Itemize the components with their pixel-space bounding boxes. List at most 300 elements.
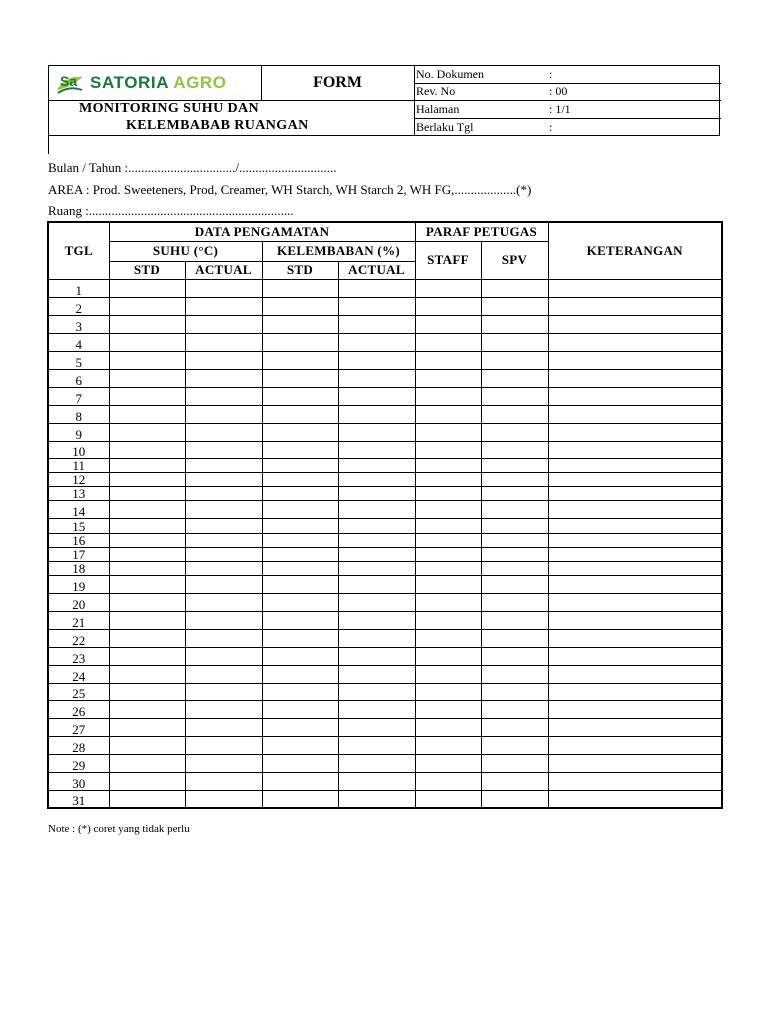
suhu-actual-header: ACTUAL: [185, 261, 262, 279]
table-row: [48, 369, 722, 387]
suhu-std-cell[interactable]: [109, 405, 185, 423]
suhu-std-cell[interactable]: [109, 518, 185, 533]
kelembaban-std-cell[interactable]: [262, 369, 338, 387]
suhu-std-header: STD: [109, 261, 185, 279]
day-number: 7: [48, 387, 109, 405]
kelembaban-std-cell[interactable]: [262, 315, 338, 333]
svg-text:Sa: Sa: [60, 73, 78, 89]
staff-paraf-cell[interactable]: [415, 700, 481, 718]
suhu-actual-cell[interactable]: [185, 486, 262, 500]
suhu-actual-cell[interactable]: [185, 575, 262, 593]
kelembaban-actual-cell[interactable]: [338, 297, 415, 315]
kelembaban-std-cell[interactable]: [262, 279, 338, 297]
keterangan-cell[interactable]: [548, 575, 722, 593]
kelembaban-std-cell[interactable]: [262, 547, 338, 561]
kelembaban-actual-cell[interactable]: [338, 611, 415, 629]
suhu-std-cell[interactable]: [109, 441, 185, 458]
table-row: [48, 297, 722, 315]
spv-paraf-cell[interactable]: [481, 790, 548, 808]
spv-paraf-cell[interactable]: [481, 472, 548, 486]
day-number: 12: [48, 472, 109, 486]
spv-paraf-cell[interactable]: [481, 593, 548, 611]
keterangan-cell[interactable]: [548, 561, 722, 575]
tgl-header: TGL: [48, 222, 109, 279]
kelembaban-actual-cell[interactable]: [338, 315, 415, 333]
kelembaban-std-cell[interactable]: [262, 754, 338, 772]
spv-paraf-cell[interactable]: [481, 754, 548, 772]
staff-paraf-cell[interactable]: [415, 718, 481, 736]
kelembaban-actual-cell[interactable]: [338, 772, 415, 790]
staff-paraf-cell[interactable]: [415, 575, 481, 593]
meta-rev-no: Rev. No : 00: [416, 84, 568, 98]
day-number: 2: [48, 297, 109, 315]
suhu-std-cell[interactable]: [109, 315, 185, 333]
keterangan-cell[interactable]: [548, 700, 722, 718]
keterangan-cell[interactable]: [548, 611, 722, 629]
kelembaban-actual-cell[interactable]: [338, 472, 415, 486]
keterangan-cell[interactable]: [548, 423, 722, 441]
staff-paraf-cell[interactable]: [415, 736, 481, 754]
day-number: 19: [48, 575, 109, 593]
staff-paraf-cell[interactable]: [415, 369, 481, 387]
area-field[interactable]: AREA : Prod. Sweeteners, Prod, Creamer, WH Starch, WH Starch 2, WH FG,...................(*): [48, 182, 532, 197]
suhu-std-cell[interactable]: [109, 665, 185, 683]
table-row: [48, 629, 722, 647]
keterangan-cell[interactable]: [548, 441, 722, 458]
spv-paraf-cell[interactable]: [481, 500, 548, 518]
table-row: [48, 561, 722, 575]
day-number: 18: [48, 561, 109, 575]
bulan-tahun-field[interactable]: Bulan / Tahun :................................./..............................: [48, 160, 337, 175]
suhu-std-cell[interactable]: [109, 718, 185, 736]
staff-paraf-cell[interactable]: [415, 351, 481, 369]
spv-paraf-cell[interactable]: [481, 369, 548, 387]
suhu-std-cell[interactable]: [109, 754, 185, 772]
suhu-std-cell[interactable]: [109, 423, 185, 441]
spv-paraf-cell[interactable]: [481, 333, 548, 351]
suhu-std-cell[interactable]: [109, 561, 185, 575]
form-label: FORM: [313, 74, 362, 91]
table-row: [48, 533, 722, 547]
kelembaban-std-cell[interactable]: [262, 472, 338, 486]
table-row: [48, 665, 722, 683]
suhu-std-cell[interactable]: [109, 593, 185, 611]
meta-halaman: Halaman : 1/1: [416, 102, 571, 116]
paraf-petugas-header: PARAF PETUGAS: [415, 222, 548, 241]
keterangan-cell[interactable]: [548, 472, 722, 486]
suhu-std-cell[interactable]: [109, 736, 185, 754]
spv-paraf-cell[interactable]: [481, 547, 548, 561]
day-number: 25: [48, 683, 109, 700]
day-number: 20: [48, 593, 109, 611]
spv-paraf-cell[interactable]: [481, 405, 548, 423]
kelembaban-std-cell[interactable]: [262, 423, 338, 441]
kelembaban-std-cell[interactable]: [262, 593, 338, 611]
keterangan-cell[interactable]: [548, 458, 722, 472]
keterangan-cell[interactable]: [548, 718, 722, 736]
day-number: 13: [48, 486, 109, 500]
table-row: [48, 772, 722, 790]
staff-paraf-cell[interactable]: [415, 665, 481, 683]
staff-paraf-cell[interactable]: [415, 423, 481, 441]
suhu-actual-cell[interactable]: [185, 441, 262, 458]
kelembaban-actual-cell[interactable]: [338, 647, 415, 665]
table-row: [48, 351, 722, 369]
suhu-std-cell[interactable]: [109, 575, 185, 593]
kelembaban-std-cell[interactable]: [262, 387, 338, 405]
day-number: 28: [48, 736, 109, 754]
suhu-actual-cell[interactable]: [185, 665, 262, 683]
kelembaban-actual-cell[interactable]: [338, 547, 415, 561]
table-row: [48, 333, 722, 351]
suhu-std-cell[interactable]: [109, 279, 185, 297]
kelembaban-std-cell[interactable]: [262, 518, 338, 533]
staff-paraf-cell[interactable]: [415, 611, 481, 629]
spv-paraf-cell[interactable]: [481, 629, 548, 647]
keterangan-cell[interactable]: [548, 772, 722, 790]
kelembaban-actual-cell[interactable]: [338, 441, 415, 458]
kelembaban-actual-cell[interactable]: [338, 369, 415, 387]
spv-paraf-cell[interactable]: [481, 441, 548, 458]
kelembaban-std-cell[interactable]: [262, 700, 338, 718]
suhu-actual-cell[interactable]: [185, 333, 262, 351]
staff-paraf-cell[interactable]: [415, 593, 481, 611]
day-number: 11: [48, 458, 109, 472]
staff-paraf-cell[interactable]: [415, 315, 481, 333]
staff-paraf-cell[interactable]: [415, 754, 481, 772]
spv-header: SPV: [481, 241, 548, 279]
logo-word-satoria: SATORIA: [90, 73, 169, 92]
kelembaban-actual-cell[interactable]: [338, 423, 415, 441]
suhu-actual-cell[interactable]: [185, 369, 262, 387]
keterangan-cell[interactable]: [548, 500, 722, 518]
keterangan-cell[interactable]: [548, 369, 722, 387]
suhu-std-cell[interactable]: [109, 472, 185, 486]
kelembaban-actual-cell[interactable]: [338, 351, 415, 369]
staff-paraf-cell[interactable]: [415, 458, 481, 472]
table-row: [48, 575, 722, 593]
spv-paraf-cell[interactable]: [481, 315, 548, 333]
spv-paraf-cell[interactable]: [481, 458, 548, 472]
logo-word-agro: AGRO: [173, 73, 227, 92]
document-header: [48, 65, 720, 136]
day-number: 1: [48, 279, 109, 297]
suhu-std-cell[interactable]: [109, 700, 185, 718]
meta-berlaku-tgl: Berlaku Tgl :: [416, 120, 553, 134]
day-number: 31: [48, 790, 109, 808]
staff-paraf-cell[interactable]: [415, 472, 481, 486]
ruang-field[interactable]: Ruang :...............................................................: [48, 203, 294, 218]
keterangan-cell[interactable]: [548, 351, 722, 369]
title-line-2: KELEMBABAB RUANGAN: [126, 118, 309, 133]
suhu-std-cell[interactable]: [109, 333, 185, 351]
kelembaban-std-cell[interactable]: [262, 718, 338, 736]
day-number: 29: [48, 754, 109, 772]
kelembaban-std-cell[interactable]: [262, 405, 338, 423]
suhu-actual-cell[interactable]: [185, 683, 262, 700]
kelembaban-actual-cell[interactable]: [338, 629, 415, 647]
day-number: 10: [48, 441, 109, 458]
kelembaban-std-cell[interactable]: [262, 647, 338, 665]
kelembaban-std-cell[interactable]: [262, 297, 338, 315]
spv-paraf-cell[interactable]: [481, 279, 548, 297]
suhu-std-cell[interactable]: [109, 772, 185, 790]
suhu-std-cell[interactable]: [109, 351, 185, 369]
suhu-actual-cell[interactable]: [185, 700, 262, 718]
table-row: [48, 458, 722, 472]
keterangan-cell[interactable]: [548, 279, 722, 297]
staff-paraf-cell[interactable]: [415, 561, 481, 575]
kelembaban-std-cell[interactable]: [262, 500, 338, 518]
kelembaban-actual-cell[interactable]: [338, 561, 415, 575]
kelembaban-std-cell[interactable]: [262, 683, 338, 700]
day-number: 27: [48, 718, 109, 736]
kelembaban-actual-cell[interactable]: [338, 754, 415, 772]
staff-paraf-cell[interactable]: [415, 405, 481, 423]
suhu-actual-cell[interactable]: [185, 405, 262, 423]
suhu-actual-cell[interactable]: [185, 718, 262, 736]
suhu-actual-cell[interactable]: [185, 279, 262, 297]
staff-paraf-cell[interactable]: [415, 547, 481, 561]
kelembaban-actual-cell[interactable]: [338, 458, 415, 472]
suhu-actual-cell[interactable]: [185, 611, 262, 629]
spv-paraf-cell[interactable]: [481, 683, 548, 700]
spv-paraf-cell[interactable]: [481, 611, 548, 629]
kelembaban-actual-cell[interactable]: [338, 790, 415, 808]
suhu-actual-cell[interactable]: [185, 647, 262, 665]
day-number: 6: [48, 369, 109, 387]
kelembaban-actual-cell[interactable]: [338, 665, 415, 683]
suhu-std-cell[interactable]: [109, 547, 185, 561]
day-number: 23: [48, 647, 109, 665]
kelembaban-actual-cell[interactable]: [338, 736, 415, 754]
spv-paraf-cell[interactable]: [481, 351, 548, 369]
table-row: [48, 718, 722, 736]
keterangan-cell[interactable]: [548, 593, 722, 611]
kelembaban-std-cell[interactable]: [262, 351, 338, 369]
staff-paraf-cell[interactable]: [415, 279, 481, 297]
keterangan-cell[interactable]: [548, 518, 722, 533]
kelembaban-std-cell[interactable]: [262, 486, 338, 500]
keterangan-cell[interactable]: [548, 387, 722, 405]
kelembaban-std-cell[interactable]: [262, 575, 338, 593]
kelembaban-actual-cell[interactable]: [338, 533, 415, 547]
table-row: [48, 518, 722, 533]
leaf-logo-icon: [55, 69, 85, 97]
spv-paraf-cell[interactable]: [481, 486, 548, 500]
kelembaban-std-cell[interactable]: [262, 561, 338, 575]
monitoring-table: [47, 221, 723, 809]
kelembaban-actual-cell[interactable]: [338, 405, 415, 423]
suhu-actual-cell[interactable]: [185, 736, 262, 754]
day-number: 17: [48, 547, 109, 561]
suhu-std-cell[interactable]: [109, 387, 185, 405]
table-row: [48, 472, 722, 486]
spv-paraf-cell[interactable]: [481, 533, 548, 547]
keterangan-cell[interactable]: [548, 405, 722, 423]
keterangan-cell[interactable]: [548, 683, 722, 700]
kelembaban-std-cell[interactable]: [262, 441, 338, 458]
spv-paraf-cell[interactable]: [481, 772, 548, 790]
keterangan-cell[interactable]: [548, 647, 722, 665]
keterangan-cell[interactable]: [548, 665, 722, 683]
suhu-std-cell[interactable]: [109, 683, 185, 700]
suhu-actual-cell[interactable]: [185, 772, 262, 790]
staff-paraf-cell[interactable]: [415, 333, 481, 351]
kelembaban-actual-cell[interactable]: [338, 486, 415, 500]
table-row: [48, 790, 722, 808]
kelembaban-actual-cell[interactable]: [338, 333, 415, 351]
suhu-std-cell[interactable]: [109, 500, 185, 518]
staff-paraf-cell[interactable]: [415, 297, 481, 315]
staff-paraf-cell[interactable]: [415, 387, 481, 405]
table-row: [48, 700, 722, 718]
data-pengamatan-header: DATA PENGAMATAN: [109, 222, 415, 241]
keterangan-cell[interactable]: [548, 754, 722, 772]
day-number: 30: [48, 772, 109, 790]
keterangan-cell[interactable]: [548, 790, 722, 808]
suhu-actual-cell[interactable]: [185, 315, 262, 333]
suhu-std-cell[interactable]: [109, 297, 185, 315]
keterangan-cell[interactable]: [548, 547, 722, 561]
staff-header: STAFF: [415, 241, 481, 279]
suhu-actual-cell[interactable]: [185, 297, 262, 315]
day-number: 15: [48, 518, 109, 533]
kelembaban-actual-cell[interactable]: [338, 387, 415, 405]
spv-paraf-cell[interactable]: [481, 387, 548, 405]
suhu-std-cell[interactable]: [109, 629, 185, 647]
spv-paraf-cell[interactable]: [481, 718, 548, 736]
table-row: [48, 736, 722, 754]
kelembaban-std-header: STD: [262, 261, 338, 279]
kelembaban-actual-cell[interactable]: [338, 718, 415, 736]
spv-paraf-cell[interactable]: [481, 665, 548, 683]
suhu-actual-cell[interactable]: [185, 754, 262, 772]
staff-paraf-cell[interactable]: [415, 533, 481, 547]
kelembaban-std-cell[interactable]: [262, 611, 338, 629]
kelembaban-std-cell[interactable]: [262, 790, 338, 808]
staff-paraf-cell[interactable]: [415, 486, 481, 500]
suhu-actual-cell[interactable]: [185, 423, 262, 441]
staff-paraf-cell[interactable]: [415, 500, 481, 518]
kelembaban-actual-header: ACTUAL: [338, 261, 415, 279]
table-row: [48, 486, 722, 500]
day-number: 14: [48, 500, 109, 518]
suhu-header: SUHU (°C): [109, 241, 262, 261]
suhu-actual-cell[interactable]: [185, 387, 262, 405]
spv-paraf-cell[interactable]: [481, 518, 548, 533]
suhu-actual-cell[interactable]: [185, 472, 262, 486]
kelembaban-std-cell[interactable]: [262, 665, 338, 683]
suhu-actual-cell[interactable]: [185, 561, 262, 575]
footnote: Note : (*) coret yang tidak perlu: [48, 823, 190, 835]
suhu-std-cell[interactable]: [109, 486, 185, 500]
table-row: [48, 683, 722, 700]
kelembaban-std-cell[interactable]: [262, 333, 338, 351]
day-number: 22: [48, 629, 109, 647]
kelembaban-actual-cell[interactable]: [338, 575, 415, 593]
suhu-actual-cell[interactable]: [185, 547, 262, 561]
kelembaban-std-cell[interactable]: [262, 533, 338, 547]
suhu-std-cell[interactable]: [109, 458, 185, 472]
suhu-std-cell[interactable]: [109, 611, 185, 629]
kelembaban-actual-cell[interactable]: [338, 593, 415, 611]
title-line-1: MONITORING SUHU DAN: [79, 101, 260, 116]
spv-paraf-cell[interactable]: [481, 561, 548, 575]
keterangan-header: KETERANGAN: [548, 222, 722, 279]
suhu-actual-cell[interactable]: [185, 500, 262, 518]
spv-paraf-cell[interactable]: [481, 700, 548, 718]
staff-paraf-cell[interactable]: [415, 772, 481, 790]
suhu-actual-cell[interactable]: [185, 518, 262, 533]
suhu-actual-cell[interactable]: [185, 593, 262, 611]
suhu-std-cell[interactable]: [109, 790, 185, 808]
kelembaban-std-cell[interactable]: [262, 629, 338, 647]
staff-paraf-cell[interactable]: [415, 790, 481, 808]
kelembaban-actual-cell[interactable]: [338, 518, 415, 533]
staff-paraf-cell[interactable]: [415, 518, 481, 533]
kelembaban-actual-cell[interactable]: [338, 700, 415, 718]
staff-paraf-cell[interactable]: [415, 629, 481, 647]
table-row: [48, 611, 722, 629]
day-number: 4: [48, 333, 109, 351]
spv-paraf-cell[interactable]: [481, 423, 548, 441]
staff-paraf-cell[interactable]: [415, 647, 481, 665]
day-number: 26: [48, 700, 109, 718]
keterangan-cell[interactable]: [548, 629, 722, 647]
kelembaban-actual-cell[interactable]: [338, 683, 415, 700]
suhu-actual-cell[interactable]: [185, 458, 262, 472]
kelembaban-std-cell[interactable]: [262, 458, 338, 472]
spv-paraf-cell[interactable]: [481, 647, 548, 665]
staff-paraf-cell[interactable]: [415, 683, 481, 700]
table-row: [48, 547, 722, 561]
spv-paraf-cell[interactable]: [481, 297, 548, 315]
spv-paraf-cell[interactable]: [481, 575, 548, 593]
kelembaban-std-cell[interactable]: [262, 736, 338, 754]
keterangan-cell[interactable]: [548, 297, 722, 315]
suhu-actual-cell[interactable]: [185, 533, 262, 547]
kelembaban-actual-cell[interactable]: [338, 500, 415, 518]
table-row: [48, 441, 722, 458]
suhu-actual-cell[interactable]: [185, 351, 262, 369]
suhu-actual-cell[interactable]: [185, 790, 262, 808]
kelembaban-actual-cell[interactable]: [338, 279, 415, 297]
keterangan-cell[interactable]: [548, 533, 722, 547]
table-row: [48, 423, 722, 441]
company-logo: [55, 68, 255, 98]
suhu-std-cell[interactable]: [109, 533, 185, 547]
day-number: 16: [48, 533, 109, 547]
suhu-actual-cell[interactable]: [185, 629, 262, 647]
keterangan-cell[interactable]: [548, 315, 722, 333]
day-number: 8: [48, 405, 109, 423]
keterangan-cell[interactable]: [548, 486, 722, 500]
spv-paraf-cell[interactable]: [481, 736, 548, 754]
suhu-std-cell[interactable]: [109, 369, 185, 387]
staff-paraf-cell[interactable]: [415, 441, 481, 458]
keterangan-cell[interactable]: [548, 333, 722, 351]
meta-no-dokumen: No. Dokumen :: [416, 67, 553, 81]
day-number: 24: [48, 665, 109, 683]
table-body: [48, 279, 722, 808]
day-number: 21: [48, 611, 109, 629]
day-number: 9: [48, 423, 109, 441]
kelembaban-std-cell[interactable]: [262, 772, 338, 790]
suhu-std-cell[interactable]: [109, 647, 185, 665]
keterangan-cell[interactable]: [548, 736, 722, 754]
kelembaban-header: KELEMBABAN (%): [262, 241, 415, 261]
